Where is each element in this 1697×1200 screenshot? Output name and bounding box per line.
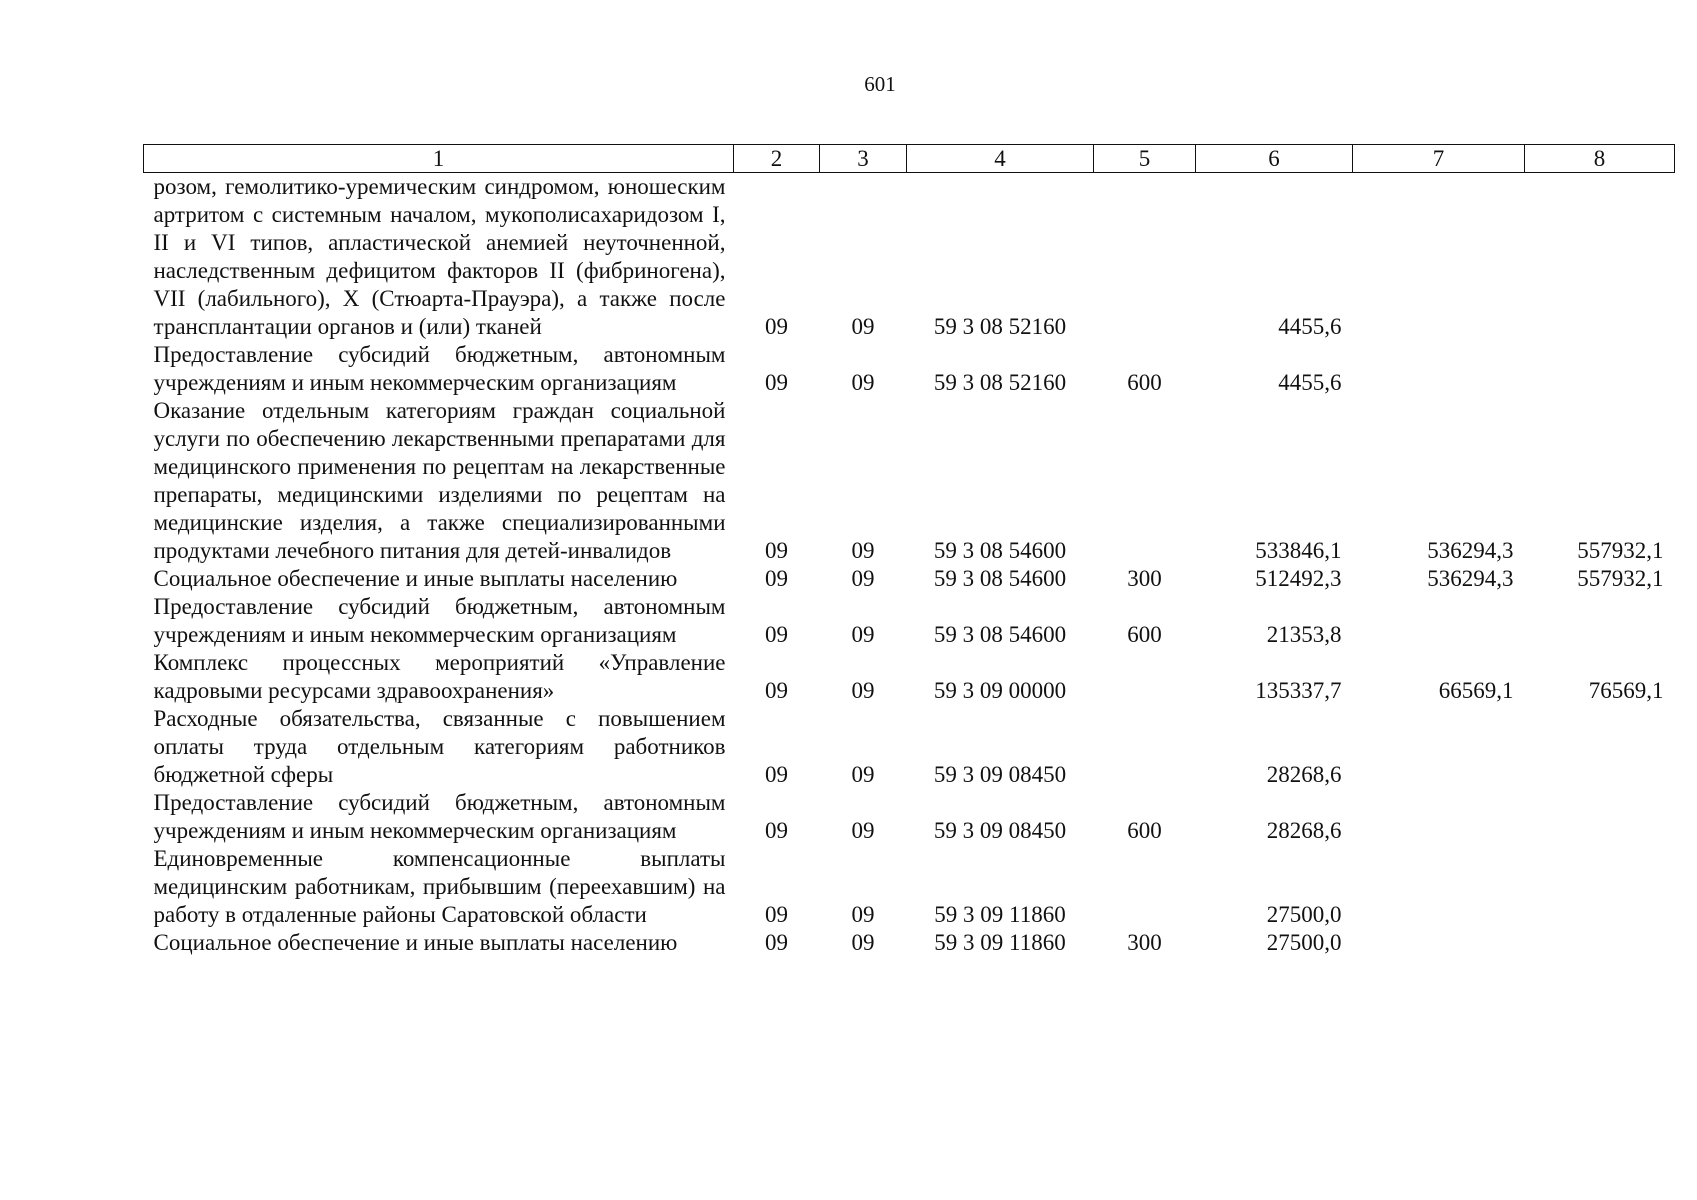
row-description: Предоставление субсидий бюджетным, автономным учреждениям и иным некоммерческим организациям <box>153 594 726 647</box>
page-number: 601 <box>864 72 896 96</box>
row-description: Расходные обязательства, связанные с повышением оплаты труда отдельным категориям работников бюджетной сферы <box>153 706 726 787</box>
row-section-code: 09 <box>765 370 788 395</box>
row-subsection-code: 09 <box>851 538 875 563</box>
row-target-article-code: 59 3 09 08450 <box>933 818 1067 843</box>
row-amount-col6: 27500,0 <box>1266 930 1342 955</box>
row-subsection-code: 09 <box>851 566 875 591</box>
row-expense-type-code <box>1094 649 1196 705</box>
row-amount-col8 <box>1525 789 1675 845</box>
row-description: Комплекс процессных мероприятий «Управление кадровыми ресурсами здравоохранения» <box>153 650 726 703</box>
row-amount-col8 <box>1525 593 1675 649</box>
row-description: Предоставление субсидий бюджетным, автономным учреждениям и иным некоммерческим организациям <box>153 342 726 395</box>
column-header-3: 3 <box>820 145 907 173</box>
row-expense-type-code: 600 <box>1127 370 1162 395</box>
row-amount-col6: 512492,3 <box>1255 566 1342 591</box>
row-amount-col8 <box>1525 929 1675 957</box>
row-expense-type-code <box>1094 705 1196 789</box>
row-amount-col7 <box>1353 929 1525 957</box>
budget-table <box>143 144 1675 957</box>
row-amount-col7: 66569,1 <box>1438 678 1514 703</box>
table-row <box>144 845 1675 929</box>
row-amount-col7: 536294,3 <box>1427 538 1514 563</box>
row-amount-col6: 4455,6 <box>1278 370 1342 395</box>
row-section-code: 09 <box>765 930 788 955</box>
row-subsection-code: 09 <box>851 930 875 955</box>
row-amount-col8 <box>1525 341 1675 397</box>
row-target-article-code: 59 3 08 54600 <box>933 622 1067 647</box>
row-target-article-code: 59 3 08 54600 <box>933 566 1067 591</box>
row-expense-type-code <box>1094 173 1196 342</box>
row-expense-type-code: 300 <box>1127 930 1162 955</box>
row-subsection-code: 09 <box>851 678 875 703</box>
row-amount-col8 <box>1525 845 1675 929</box>
table-row <box>144 929 1675 957</box>
row-subsection-code: 09 <box>851 622 875 647</box>
row-expense-type-code: 300 <box>1127 566 1162 591</box>
row-amount-col6: 4455,6 <box>1278 314 1342 339</box>
column-header-2: 2 <box>734 145 820 173</box>
row-amount-col6: 533846,1 <box>1255 538 1342 563</box>
row-description: розом, гемолитико-уремическим синдромом, юношеским артритом с системным началом, мукополисахаридозом I, II и VI типов, апластической анемией неуточненной, наследственным дефицитом факторов II (фибриногена), VII (лабильного), X (Стюарта-Прауэра), а также после трансплантации органов и (или) тканей <box>153 174 726 339</box>
table-row <box>144 397 1675 565</box>
row-target-article-code: 59 3 08 52160 <box>933 314 1067 339</box>
row-target-article-code: 59 3 09 11860 <box>934 902 1066 927</box>
row-subsection-code: 09 <box>851 902 875 927</box>
row-amount-col6: 135337,7 <box>1255 678 1342 703</box>
row-section-code: 09 <box>765 622 788 647</box>
row-expense-type-code <box>1094 397 1196 565</box>
row-section-code: 09 <box>765 762 788 787</box>
row-description: Социальное обеспечение и иные выплаты населению <box>153 566 678 591</box>
table-row <box>144 565 1675 593</box>
row-target-article-code: 59 3 09 11860 <box>934 930 1066 955</box>
row-section-code: 09 <box>765 678 788 703</box>
row-section-code: 09 <box>765 902 788 927</box>
row-amount-col8: 557932,1 <box>1577 538 1664 563</box>
row-amount-col8: 557932,1 <box>1577 566 1664 591</box>
row-section-code: 09 <box>765 538 788 563</box>
row-expense-type-code: 600 <box>1127 818 1162 843</box>
table-row <box>144 341 1675 397</box>
row-amount-col7 <box>1353 341 1525 397</box>
row-section-code: 09 <box>765 818 788 843</box>
table-row <box>144 705 1675 789</box>
column-header-4: 4 <box>907 145 1094 173</box>
row-target-article-code: 59 3 09 00000 <box>933 678 1067 703</box>
row-subsection-code: 09 <box>851 314 875 339</box>
row-amount-col7 <box>1353 705 1525 789</box>
row-amount-col6: 27500,0 <box>1266 902 1342 927</box>
row-expense-type-code: 600 <box>1127 622 1162 647</box>
row-amount-col7 <box>1353 593 1525 649</box>
row-amount-col7 <box>1353 845 1525 929</box>
row-section-code: 09 <box>765 314 788 339</box>
table-row <box>144 649 1675 705</box>
table-row <box>144 789 1675 845</box>
table-row <box>144 173 1675 342</box>
row-amount-col6: 28268,6 <box>1266 762 1342 787</box>
column-number-header-row <box>144 145 1675 173</box>
row-target-article-code: 59 3 08 54600 <box>933 538 1067 563</box>
row-expense-type-code <box>1094 845 1196 929</box>
row-description: Оказание отдельным категориям граждан социальной услуги по обеспечению лекарственными препаратами для медицинского применения по рецептам на лекарственные препараты, медицинскими изделиями по рецептам на медицинские изделия, а также специализированными продуктами лечебного питания для детей-инвалидов <box>153 398 726 563</box>
row-description: Социальное обеспечение и иные выплаты населению <box>153 930 678 955</box>
row-amount-col6: 21353,8 <box>1266 622 1342 647</box>
row-amount-col8: 76569,1 <box>1588 678 1664 703</box>
column-header-7: 7 <box>1353 145 1525 173</box>
row-subsection-code: 09 <box>851 762 875 787</box>
row-subsection-code: 09 <box>851 370 875 395</box>
row-target-article-code: 59 3 08 52160 <box>933 370 1067 395</box>
table-row <box>144 593 1675 649</box>
row-amount-col8 <box>1525 705 1675 789</box>
row-amount-col7: 536294,3 <box>1427 566 1514 591</box>
row-amount-col7 <box>1353 173 1525 342</box>
column-header-6: 6 <box>1196 145 1353 173</box>
row-amount-col6: 28268,6 <box>1266 818 1342 843</box>
row-section-code: 09 <box>765 566 788 591</box>
column-header-5: 5 <box>1094 145 1196 173</box>
row-amount-col8 <box>1525 173 1675 342</box>
row-amount-col7 <box>1353 789 1525 845</box>
row-description: Единовременные компенсационные выплаты медицинским работникам, прибывшим (переехавшим) на работу в отдаленные районы Саратовской области <box>153 846 726 927</box>
column-header-8: 8 <box>1525 145 1675 173</box>
row-description: Предоставление субсидий бюджетным, автономным учреждениям и иным некоммерческим организациям <box>153 790 726 843</box>
column-header-1: 1 <box>144 145 734 173</box>
row-target-article-code: 59 3 09 08450 <box>933 762 1067 787</box>
row-subsection-code: 09 <box>851 818 875 843</box>
